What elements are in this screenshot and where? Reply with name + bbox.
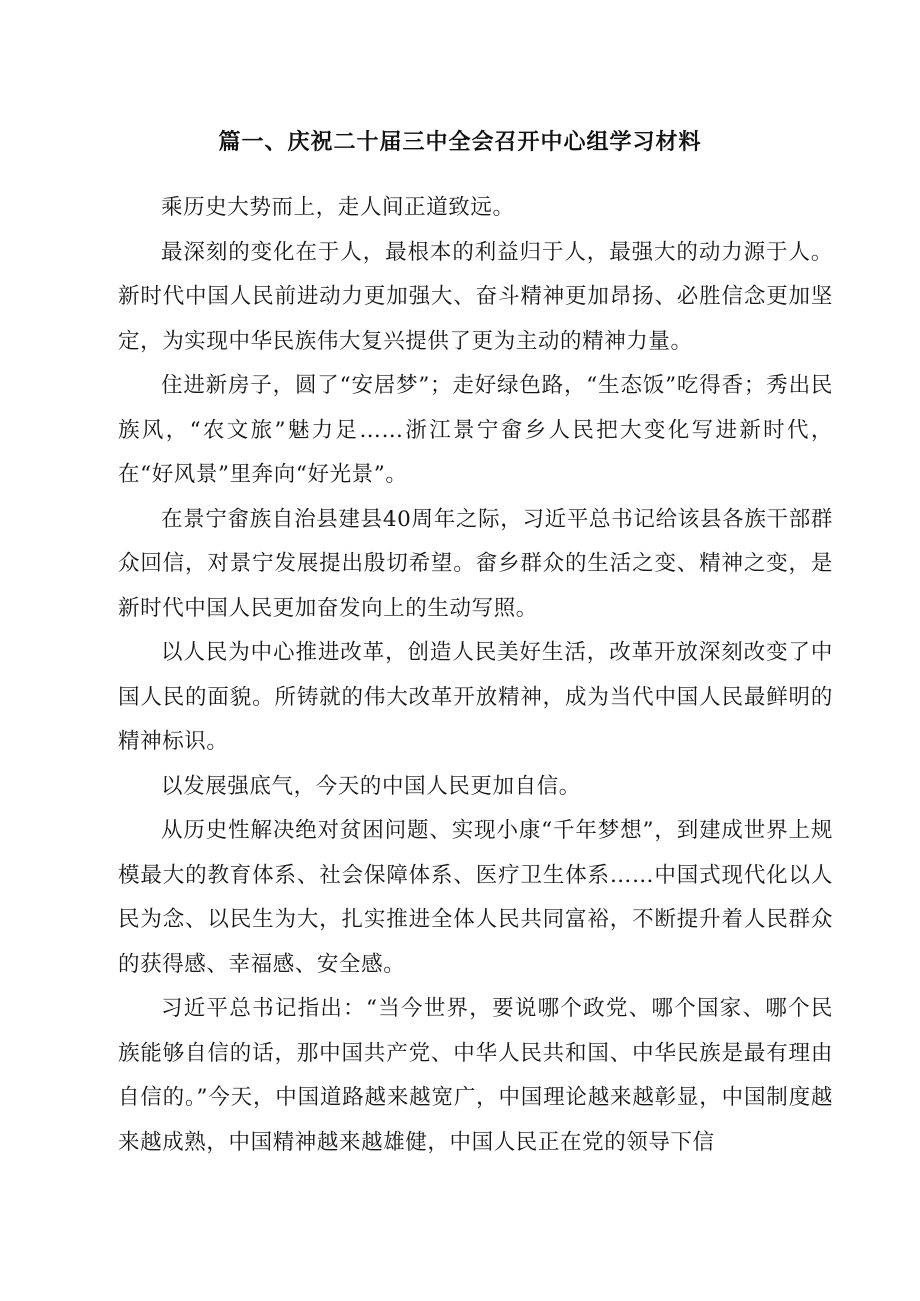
paragraph: 从历史性解决绝对贫困问题、实现小康“千年梦想”，到建成世界上规模最大的教育体系、社会保障体系、医疗卫生体系……中国式现代化以人民为念、以民生为大，扎实推进全体人民共同富裕，不断提升着人民群众的获得感、幸福感、安全感。 [118, 818, 833, 977]
document-title: 篇一、庆祝二十届三中全会召开中心组学习材料 [218, 130, 702, 155]
paragraph: 乘历史大势而上，走人间正道致远。 [161, 195, 515, 220]
document-body [118, 186, 833, 1165]
paragraph: 住进新房子，圆了“安居梦”；走好绿色路，“生态饭”吃得香；秀出民族风，“农文旅”魅力足……浙江景宁畲乡人民把大变化写进新时代，在“好风景”里奔向“好光景”。 [118, 373, 833, 487]
paragraph: 在景宁畲族自治县建县40周年之际，习近平总书记给该县各族干部群众回信，对景宁发展提出殷切希望。畲乡群众的生活之变、精神之变，是新时代中国人民更加奋发向上的生动写照。 [118, 506, 833, 621]
paragraph: 习近平总书记指出：“当今世界，要说哪个政党、哪个国家、哪个民族能够自信的话，那中国共产党、中华人民共和国、中华民族是最有理由自信的。”今天，中国道路越来越宽广，中国理论越来越彰显，中国制度越来越成熟，中国精神越来越雄健，中国人民正在党的领导下信 [118, 996, 833, 1155]
paragraph: 以发展强底气，今天的中国人民更加自信。 [161, 773, 581, 799]
paragraph: 以人民为中心推进改革，创造人民美好生活，改革开放深刻改变了中国人民的面貌。所铸就的伟大改革开放精神，成为当代中国人民最鲜明的精神标识。 [118, 640, 833, 754]
paragraph: 最深刻的变化在于人，最根本的利益归于人，最强大的动力源于人。新时代中国人民前进动力更加强大、奋斗精神更加昂扬、必胜信念更加坚定，为实现中华民族伟大复兴提供了更为主动的精神力量。 [118, 239, 833, 354]
